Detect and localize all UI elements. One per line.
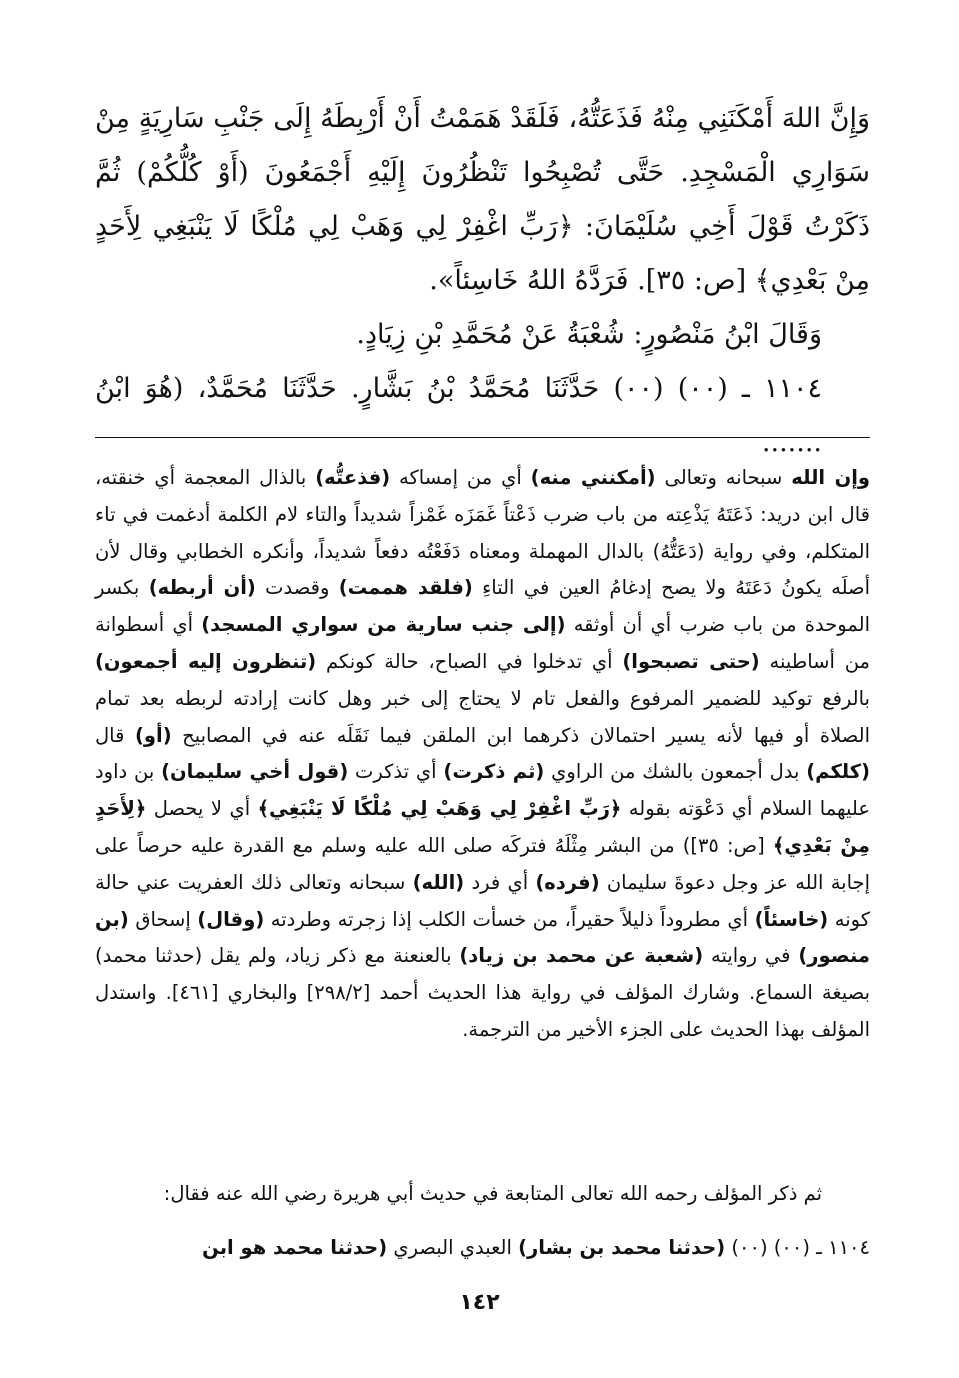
commentary-text: بكسر الموحدة من باب ضرب أي أن أوثقه <box>95 576 870 637</box>
commentary-paragraph <box>95 460 870 1049</box>
commentary-bold: (بن منصور) <box>95 907 870 968</box>
commentary-text: بدل أجمعون بالشك من الراوي <box>544 760 807 784</box>
hadith-number: ١١٠٤ ـ (٠٠) (٠٠) <box>725 1236 870 1259</box>
hadith-chain: ١١٠٤ ـ (٠٠) (٠٠) حَدَّثَنَا مُحَمَّدُ بْنُ بَشَّارٍ. حَدَّثَنَا مُحَمَّدٌ، (هُوَ ابْنُ ....... <box>95 373 823 458</box>
commentary-text: بن داود عليهما السلام أي دَعْوَته بقوله <box>95 760 870 821</box>
commentary-bold: (حتى تصبحوا) <box>622 649 760 673</box>
quran-verse: ﴿لِأَحَدٍ مِنْ بَعْدِي﴾ <box>95 797 870 857</box>
commentary-text: أي تدخلوا في الصباح، حالة كونكم <box>316 649 623 673</box>
commentary-bold: (فرده) <box>535 870 600 894</box>
commentary-text: أي مطروداً ذليلاً حقيراً، من خسأت الكلب إذا زجرته وطردته <box>264 907 755 931</box>
commentary-block <box>95 460 870 1049</box>
commentary-text: أي من إمساكه <box>390 466 531 489</box>
footnote-divider <box>95 437 870 438</box>
commentary-text: قال <box>95 723 135 747</box>
commentary-text: سبحانه وتعالى ذلك العفريت عني حالة كونه <box>95 870 871 931</box>
commentary-bold: (كلكم) <box>806 760 870 784</box>
quran-verse: ﴿رَبِّ اغْفِرْ لِي وَهَبْ لِي مُلْكًا لَا يَنْبَغِي﴾ <box>257 797 622 821</box>
commentary-bold: (الله) <box>412 870 465 894</box>
commentary-text: سبحانه وتعالى <box>655 466 792 489</box>
commentary-text: أي تذكرت <box>348 760 444 784</box>
commentary-bold: (قول أخي سليمان) <box>161 760 349 784</box>
commentary-text: بالعنعنة مع ذكر زياد، ولم يقل (حدثنا محمد) بصيغة السماع. وشارك المؤلف في رواية هذا الحديث أحمد [٢٩٨/٢] والبخاري [٤٦١]. واستدل المؤلف بهذا الحديث على الجزء الأخير من الترجمة. <box>95 944 871 1041</box>
narrator-note: وَقَالَ ابْنُ مَنْصُورٍ: شُعْبَةُ عَنْ مُحَمَّدِ بْنِ زِيَادٍ. <box>356 319 822 350</box>
commentary-text: أي لا يحصل <box>146 797 258 821</box>
commentary-text: في روايته <box>703 944 799 968</box>
commentary-text: بالذال المعجمة أي خنقته، قال ابن دريد: ذَعَتَهُ يَذْعِته من باب ضرب ذَعْتاً غَمَزَه غَمْزاً شديداً والتاء لام الكلمة أدغمت في تاء المتكلم، وفي رواية (دَعَتُّهُ) بالدال المهملة ومعناه دَفَعْتُه دفعاً شديداً، وأنكره الخطابي وقال لأن أصلَه يكونُ دَعَتَهُ ولا يصح إدغامُ العين في التاءِ <box>95 466 871 600</box>
commentary-bold: (أمكنني منه) <box>530 466 656 489</box>
page-number: ١٤٢ <box>459 1290 500 1315</box>
commentary-bold: (إلى جنب سارية من سواري المسجد) <box>201 613 566 637</box>
commentary-bold: (حدثنا محمد بن بشار) <box>518 1236 726 1259</box>
commentary-text: بالرفع توكيد للضمير المرفوع والفعل تام لا يحتاج إلى خبر وهل كانت إرادته لربطه بعد تمام الصلاة أو فيها لأنه يسير احتمالان ذكرهما ابن الملقن فيما نَقَلَه عنه في المصابيح <box>95 686 870 747</box>
commentary-text: إسحاق <box>128 907 198 931</box>
commentary-text: أي أسطوانة من أساطينه <box>95 613 870 673</box>
commentary-bold: (خاسئاً) <box>754 907 829 931</box>
commentary-text: [ص: ٣٥]) من البشر مِثْلَهُ فتركَه صلى الله عليه وسلم مع القدرة عليه حرصاً على إجابة الله عز وجل دعوةَ سليمان <box>95 833 871 894</box>
followup-block <box>95 1176 870 1266</box>
commentary-bold: (أو) <box>134 723 172 747</box>
commentary-text: أي فرد <box>464 870 536 894</box>
commentary-bold: (تنظرون إليه أجمعون) <box>95 649 317 673</box>
commentary-text: وقصدت <box>255 576 339 600</box>
hadith-text <box>95 92 870 470</box>
commentary-bold: (شعبة عن محمد بن زياد) <box>459 944 704 968</box>
commentary-bold: (حدثنا محمد هو ابن <box>202 1236 388 1259</box>
commentary-bold: (فذعتُّه) <box>315 466 391 489</box>
commentary-bold: (فلقد هممت) <box>338 576 473 600</box>
followup-intro: ثم ذكر المؤلف رحمه الله تعالى المتابعة في حديث أبي هريرة رضي الله عنه فقال: <box>163 1182 822 1205</box>
commentary-bold: (أن أربطه) <box>148 576 256 600</box>
followup-chain <box>95 1230 870 1266</box>
commentary-text: العبدي البصري <box>387 1236 519 1259</box>
commentary-bold: (ثم ذكرت) <box>443 760 545 784</box>
hadith-paragraph: وَإِنَّ اللهَ أَمْكَنَنِي مِنْهُ فَذَعَتُّهُ، فَلَقَدْ هَمَمْتُ أَنْ أَرْبِطَهُ إِلَى جَنْبِ سَارِيَةٍ مِنْ سَوَارِي الْمَسْجِدِ. حَتَّى تُصْبِحُوا تَنْظُرُونَ إِلَيْهِ أَجْمَعُونَ (أَوْ كُلُّكُمْ) ثُمَّ ذَكَرْتُ قَوْلَ أَخِي سُلَيْمَانَ: ﴿رَبِّ اغْفِرْ لِي وَهَبْ لِي مُلْكًا لَا يَنْبَغِي لِأَحَدٍ مِنْ بَعْدِي﴾ [ص: ٣٥]. فَرَدَّهُ اللهُ خَاسِئاً». <box>95 103 870 296</box>
commentary-bold: (وقال) <box>197 907 265 931</box>
commentary-bold: وإن الله <box>791 466 871 489</box>
